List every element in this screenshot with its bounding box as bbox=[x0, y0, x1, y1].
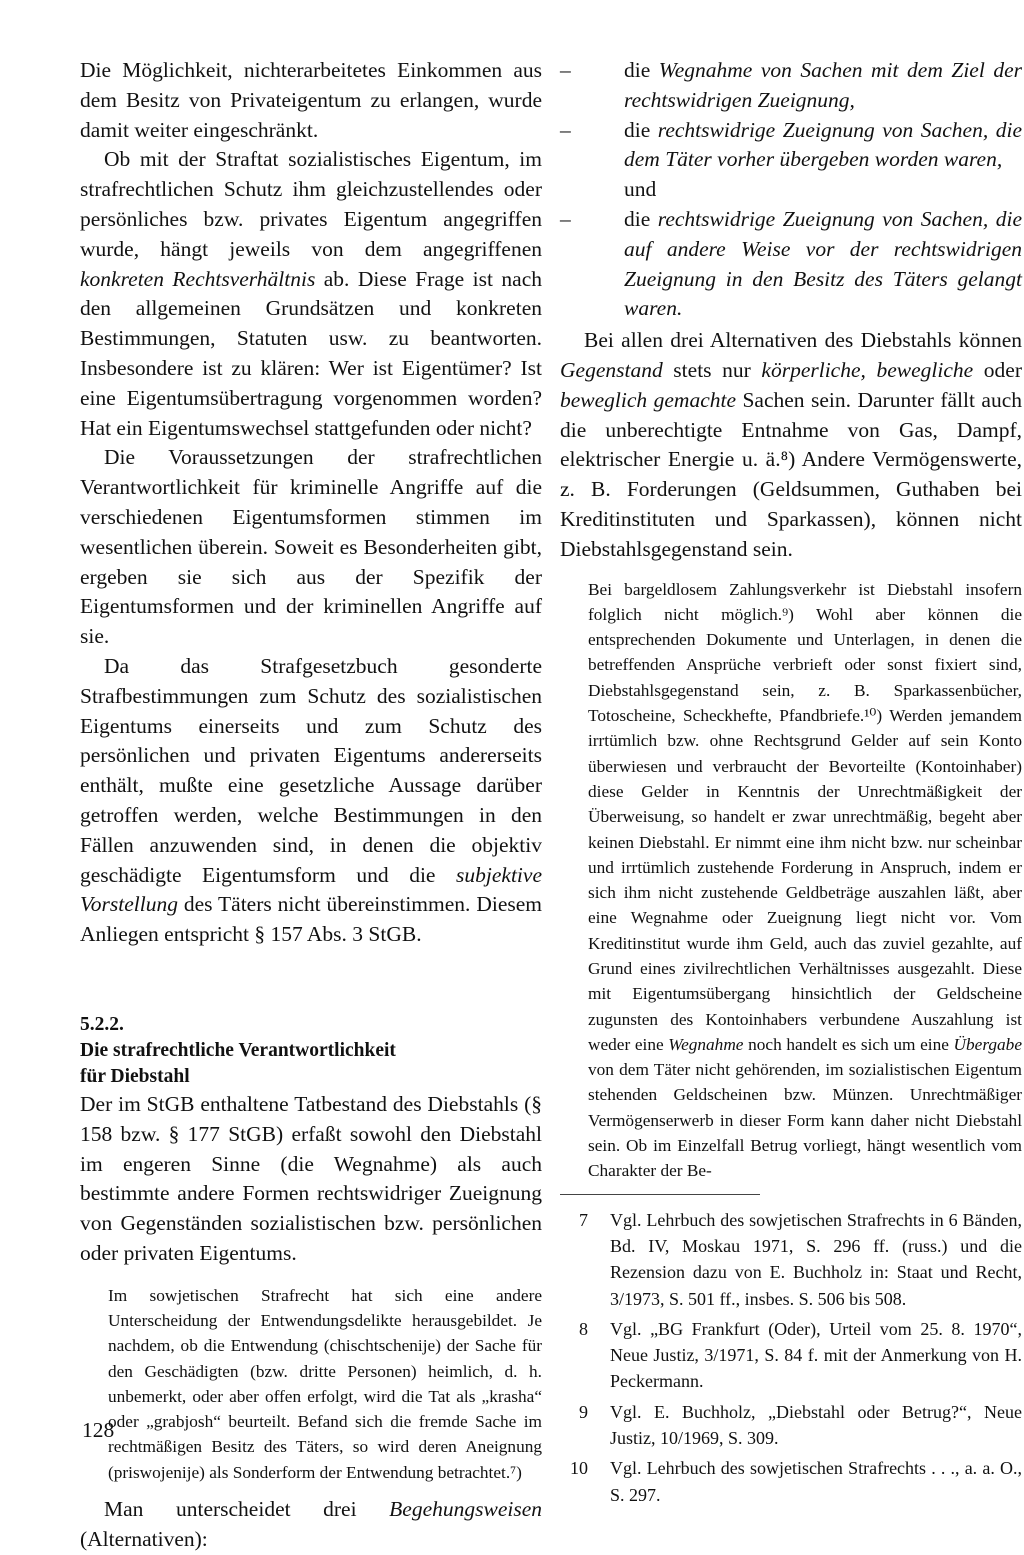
body-paragraph: Der im StGB enthaltene Tatbestand des Diebstahls (§ 158 bzw. § 177 StGB) erfaßt sowohl den Diebstahl im engeren Sinne (die Wegnahme) als auch bestimmte andere Formen rechtswidriger Zueignung von Gegenständen sozialistischen bzw. persönlichen oder privaten Eigentums. bbox=[80, 1091, 542, 1265]
footnote-divider bbox=[560, 1194, 760, 1195]
body-paragraph: Die Möglichkeit, nichterarbeitetes Einkommen aus dem Besitz von Privateigentum zu erlangen, wurde damit weiter eingeschränkt. bbox=[80, 58, 542, 142]
left-column bbox=[80, 56, 542, 1555]
page-number: 128 bbox=[82, 1418, 115, 1442]
right-column bbox=[560, 56, 1022, 1512]
footnote bbox=[560, 1207, 1022, 1312]
body-paragraph: Man unterscheidet drei Begehungsweisen (Alternativen): bbox=[80, 1497, 542, 1551]
note-paragraph: Bei bargeldlosem Zahlungsverkehr ist Diebstahl insofern folglich nicht möglich.⁹) Wohl aber können die entsprechenden Dokumente und Unterlagen, in denen die betreffenden Ansprüche verbrieft oder sonst fixiert sind, Diebstahlsgegenstand sein, z. B. Sparkassenbücher, Totoscheine, Scheckhefte, Pfandbriefe.¹⁰) Werden jemandem irrtümlich bzw. ohne Rechtsgrund Gelder auf sein Konto überwiesen und verbraucht der Bevorteilte (Kontoinhaber) diese Gelder in Kenntnis der Unrechtmäßigkeit der Überweisung, so handelt er zwar unrechtmäßig, begeht aber keinen Diebstahl. Er nimmt eine ihm nicht bzw. nur scheinbar und irrtümlich zustehende Forderung in Anspruch, indem er sich ihm nicht zustehende Geldbeträge auszahlen läßt, aber eine Wegnahme oder Zueignung liegt nicht vor. Vom Kreditinstitut wurde ihm Geld, auch das zuviel gezahlte, auf Grund eines zivilrechtlichen Verhältnisses ausgezahlt. Diese mit Eigentumsübergang hinsichtlich der Geldscheine zugunsten des Kontoinhabers verbundene Auszahlung ist weder eine Wegnahme noch handelt es sich um eine Übergabe von dem Täter nicht gehörenden, im sozialistischen Eigentum stehenden Geldscheinen bzw. Münzen. Unrechtmäßiger Vermögenserwerb in dieser Form kann daher nicht Diebstahl sein. Ob im Einzelfall Betrug vorliegt, hängt wesentlich vom Charakter der Be- bbox=[588, 579, 1022, 1181]
section-title-line: für Diebstahl bbox=[80, 1065, 190, 1087]
footnote-number: 10 bbox=[570, 1458, 588, 1479]
dash-list-item: – die rechtswidrige Zueignung von Sachen, die auf andere Weise vor der rechtswidrigen Zueignung in den Besitz des Täters gelangt waren. bbox=[560, 206, 1022, 321]
footnote-text: Vgl. „BG Frankfurt (Oder), Urteil vom 25. 8. 1970“, Neue Justiz, 3/1971, S. 84 f. mit der Anmerkung von H. Peckermann. bbox=[610, 1318, 1022, 1392]
footnote-number: 9 bbox=[579, 1401, 588, 1422]
footnote bbox=[560, 1399, 1022, 1452]
footnote bbox=[560, 1455, 1022, 1508]
body-paragraph: Die Voraussetzungen der strafrechtlichen Verantwortlichkeit für kriminelle Angriffe auf die verschiedenen Eigentumsformen stimmen im wesentlichen überein. Soweit es Besonderheiten gibt, ergeben sie sich aus der Spezifik der Eigentumsformen und der kriminellen Angriffe auf sie. bbox=[80, 445, 542, 649]
dash-list-item: – die Wegnahme von Sachen mit dem Ziel der rechtswidrigen Zueignung, bbox=[560, 58, 1022, 112]
dash-list-item: – die rechtswidrige Zueignung von Sachen, die dem Täter vorher übergeben worden waren, und bbox=[560, 116, 1022, 205]
note-paragraph: Im sowjetischen Strafrecht hat sich eine andere Unterscheidung der Entwendungsdelikte herausgebildet. Je nachdem, ob die Entwendung (chischtschenije) der Sache für den Geschädigten (bzw. dritte Personen) heimlich, d. h. unbemerkt, oder aber offen erfolgt, wird die Tat als „krasha“ oder „grabjosh“ beurteilt. Befand sich die fremde Sache im rechtmäßigen Besitz des Täters, so wird deren Aneignung (priswojenije) als Sonderform der Entwendung betrachtet.⁷) bbox=[108, 1285, 542, 1482]
section-title-line: Die strafrechtliche Verantwortlichkeit bbox=[80, 1039, 396, 1061]
footnote-number: 7 bbox=[579, 1209, 588, 1230]
footnote-number: 8 bbox=[579, 1318, 588, 1339]
section-heading bbox=[80, 1012, 542, 1090]
body-paragraph: Da das Strafgesetzbuch gesonderte Strafbestimmungen zum Schutz des sozialistischen Eigentums einerseits und zum Schutz des persönlichen und privaten Eigentums andererseits enthält, mußte eine gesetzliche Aussage darüber getroffen werden, welche Bestimmungen in den Fällen anzuwenden sind, in denen die objektiv geschädigte Eigentumsform und die subjektive Vorstellung des Täters nicht übereinstimmen. Diesem Anliegen entspricht § 157 Abs. 3 StGB. bbox=[80, 653, 542, 947]
body-paragraph: Ob mit der Straftat sozialistisches Eigentum, im strafrechtlichen Schutz ihm gleichzustellendes oder persönliches bzw. privates Eigentum angegriffen wurde, hängt jeweils von dem angegriffenen konkreten Rechtsverhältnis ab. Diese Frage ist nach den allgemeinen Grundsätzen und konkreten Bestimmungen, Statuten usw. zu beantworten. Insbesondere ist zu klären: Wer ist Eigentümer? Ist eine Eigentumsübertragung vorgenommen worden? Hat ein Eigentumswechsel stattgefunden oder nicht? bbox=[80, 147, 543, 440]
footnote bbox=[560, 1316, 1022, 1395]
footnote-text: Vgl. E. Buchholz, „Diebstahl oder Betrug?“, Neue Justiz, 10/1969, S. 309. bbox=[610, 1401, 1022, 1449]
conjunction: und bbox=[624, 177, 657, 202]
footnote-text: Vgl. Lehrbuch des sowjetischen Strafrechts . . ., a. a. O., S. 297. bbox=[610, 1458, 1022, 1505]
body-paragraph: Bei allen drei Alternativen des Diebstahls können Gegenstand stets nur körperliche, bewegliche oder beweglich gemachte Sachen sein. Darunter fällt auch die unberechtigte Entnahme von Gas, Dampf, elektrischer Energie u. ä.⁸) Andere Vermögenswerte, z. B. Forderungen (Geldsummen, Guthaben bei Kreditinstituten und Sparkassen), können nicht Diebstahlsgegenstand sein. bbox=[560, 328, 1023, 561]
dash-list bbox=[560, 56, 1022, 324]
footnotes bbox=[560, 1207, 1022, 1508]
section-number: 5.2.2. bbox=[80, 1013, 124, 1035]
footnote-text: Vgl. Lehrbuch des sowjetischen Strafrechts in 6 Bänden, Bd. IV, Moskau 1971, S. 296 ff. (russ.) und die Rezension dazu von E. Buchholz in: Staat und Recht, 3/1973, S. 501 ff., insbes. S. 506 bis 508. bbox=[610, 1209, 1022, 1309]
